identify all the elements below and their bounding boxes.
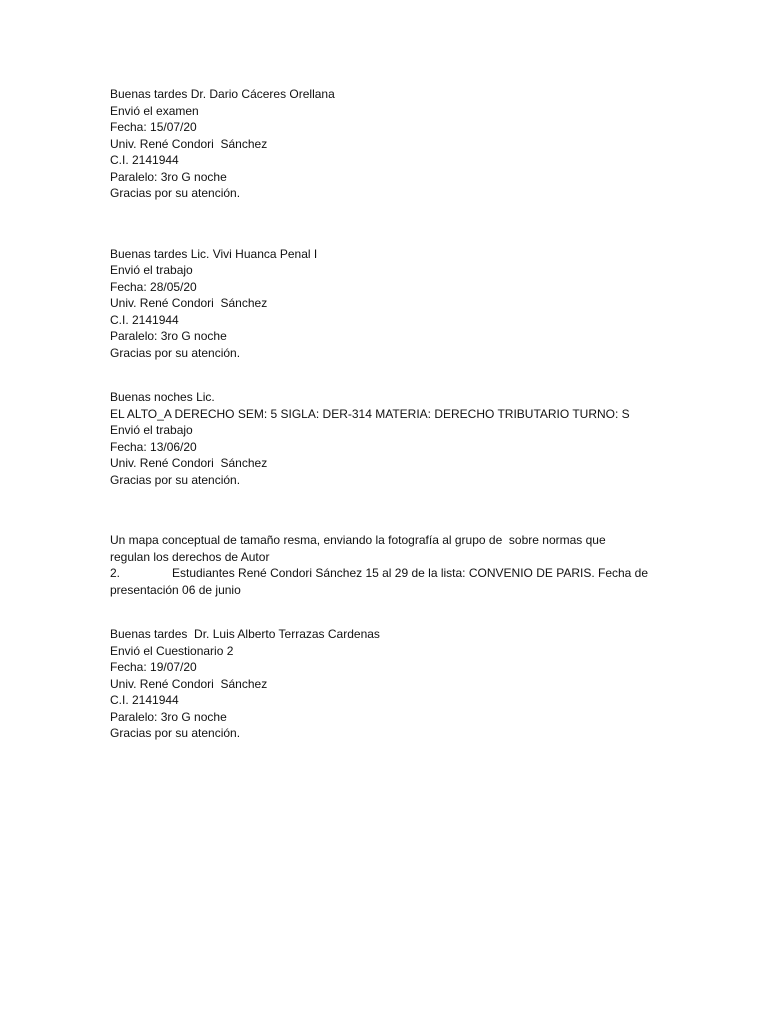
greeting-line: Buenas noches Lic. <box>110 390 215 404</box>
date-line: Fecha: 13/06/20 <box>110 439 197 454</box>
date-line: Fecha: 15/07/20 <box>110 120 197 134</box>
numbered-item <box>110 565 655 582</box>
thanks-line: Gracias por su atención. <box>110 726 241 740</box>
document-body <box>110 86 655 742</box>
greeting-line: Buenas tardes Dr. Dario Cáceres Orellana <box>110 87 335 101</box>
ci-line: C.I. 2141944 <box>110 153 179 167</box>
sent-line: Envió el examen <box>110 103 199 118</box>
ci-line: C.I. 2141944 <box>110 312 179 327</box>
univ-line: Univ. René Condori Sánchez <box>110 676 268 691</box>
sent-line: Envió el Cuestionario 2 <box>110 643 234 658</box>
paralelo-line: Paralelo: 3ro G noche <box>110 329 227 343</box>
sent-line: Envió el trabajo <box>110 263 193 277</box>
message-block-2 <box>110 246 655 362</box>
assignment-line-2: regulan los derechos de Autor <box>110 549 270 564</box>
thanks-line: Gracias por su atención. <box>110 186 241 200</box>
univ-line: Univ. René Condori Sánchez <box>110 136 268 151</box>
sent-line: Envió el trabajo <box>110 423 193 437</box>
paralelo-line: Paralelo: 3ro G noche <box>110 709 227 724</box>
thanks-line: Gracias por su atención. <box>110 472 241 487</box>
course-line: EL ALTO_A DERECHO SEM: 5 SIGLA: DER-314 MATERIA: DERECHO TRIBUTARIO TURNO: S <box>110 406 630 421</box>
univ-line: Univ. René Condori Sánchez <box>110 456 268 470</box>
date-line: Fecha: 28/05/20 <box>110 279 197 294</box>
item-number: 2. <box>110 566 121 580</box>
thanks-line: Gracias por su atención. <box>110 345 241 360</box>
greeting-line: Buenas tardes Dr. Luis Alberto Terrazas Cardenas <box>110 627 380 641</box>
ci-line: C.I. 2141944 <box>110 693 179 707</box>
item-continuation: presentación 06 de junio <box>110 582 241 597</box>
message-block-5 <box>110 626 655 742</box>
greeting-line: Buenas tardes Lic. Vivi Huanca Penal I <box>110 246 318 261</box>
message-block-3 <box>110 389 655 488</box>
paralelo-line: Paralelo: 3ro G noche <box>110 169 227 184</box>
assignment-line-1: Un mapa conceptual de tamaño resma, enviando la fotografía al grupo de sobre normas que <box>110 533 606 547</box>
date-line: Fecha: 19/07/20 <box>110 660 197 674</box>
item-text: Estudiantes René Condori Sánchez 15 al 29 de la lista: CONVENIO DE PARIS. Fecha de <box>172 566 649 580</box>
assignment-block <box>110 532 655 598</box>
univ-line: Univ. René Condori Sánchez <box>110 296 268 310</box>
message-block-1 <box>110 86 655 202</box>
